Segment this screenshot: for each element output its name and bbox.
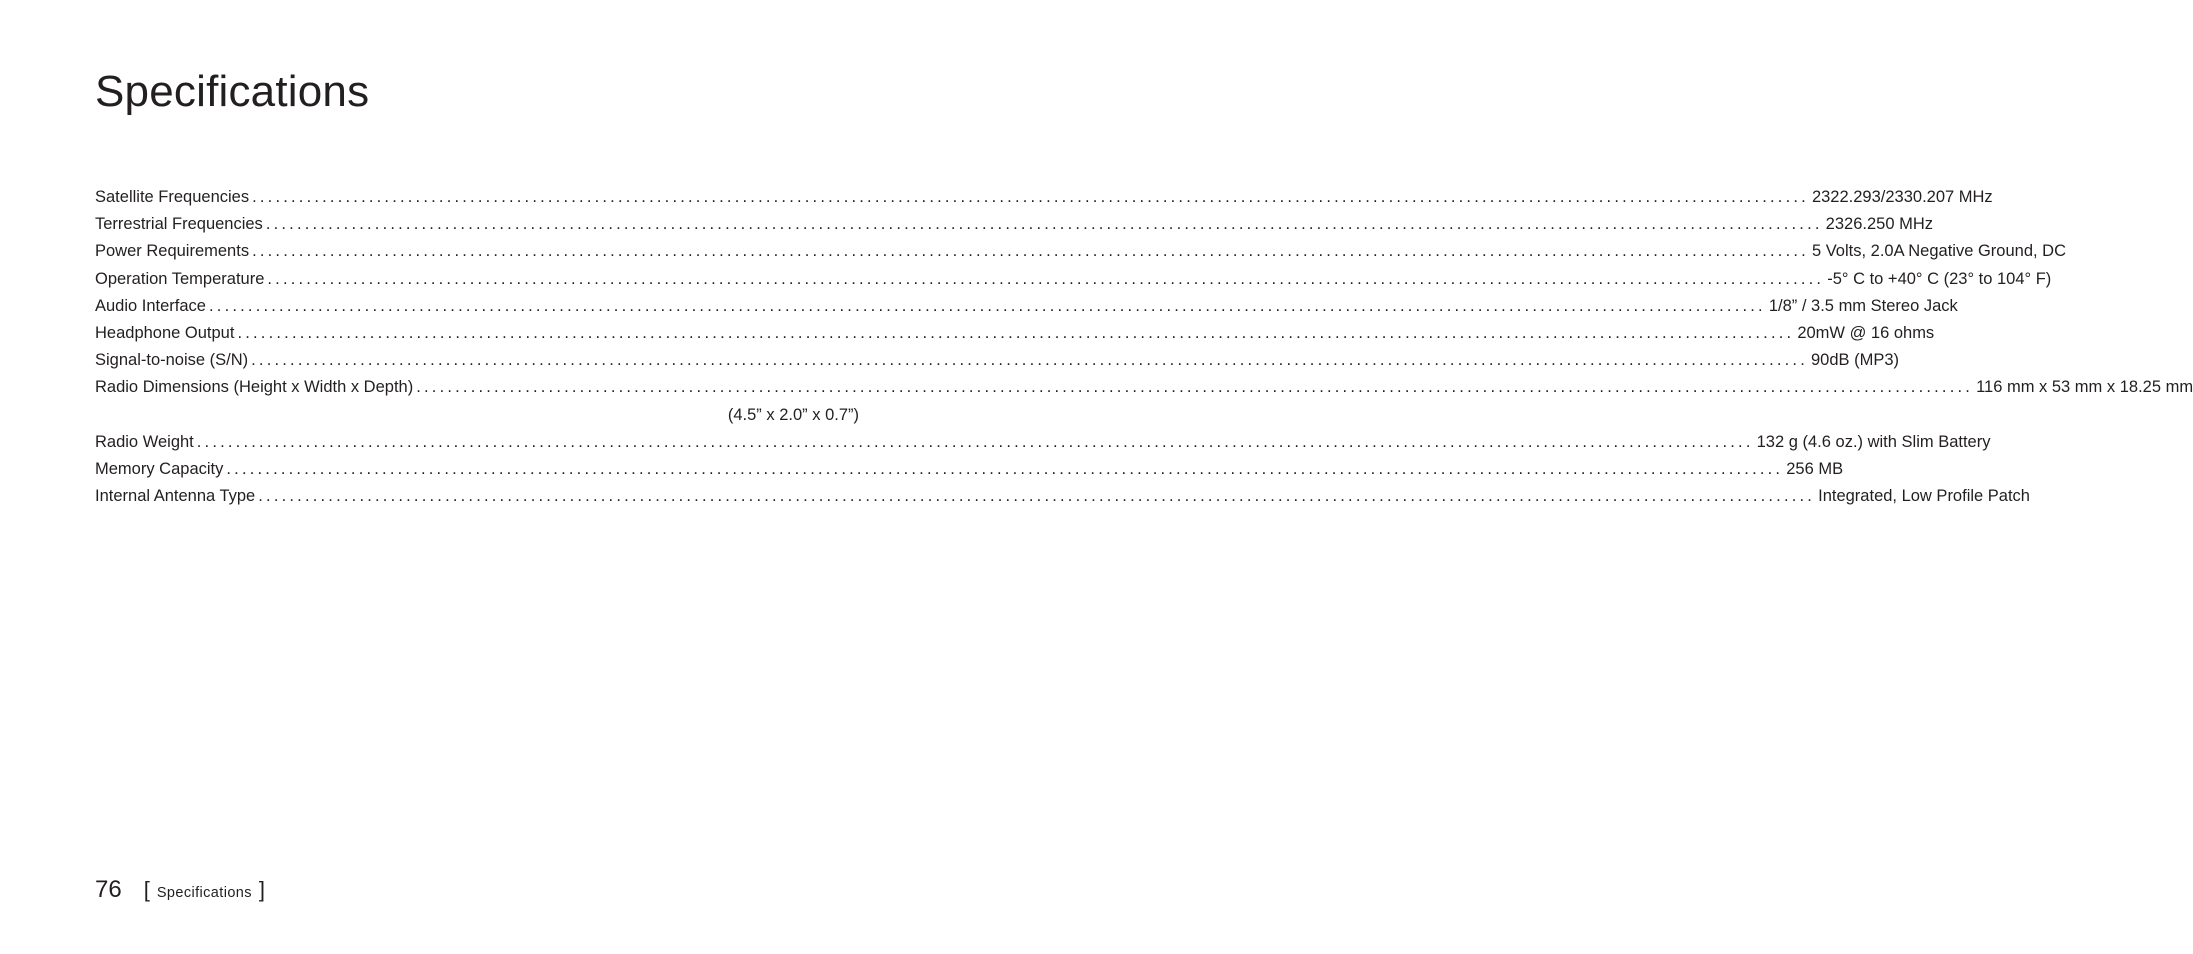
spec-list	[95, 184, 2193, 510]
spec-label: Audio Interface	[95, 296, 206, 315]
spec-label: Terrestrial Frequencies	[95, 215, 263, 234]
spec-value: 20mW @ 16 ohms	[1797, 323, 1935, 342]
spec-value: Integrated, Low Profile Patch	[1818, 487, 2030, 506]
spec-label: Radio Dimensions (Height x Width x Depth)	[95, 378, 414, 397]
dot-leader: ........................................................................................................................................................................................................	[226, 459, 1784, 478]
footer-open-bracket: [	[143, 877, 150, 902]
spec-row-operation-temperature	[95, 266, 2052, 293]
dot-leader: ........................................................................................................................................................................................................	[265, 215, 1823, 234]
dot-leader: ........................................................................................................................................................................................................	[258, 487, 1816, 506]
spec-label: Headphone Output	[95, 323, 235, 342]
dot-leader: ........................................................................................................................................................................................................	[416, 378, 1974, 397]
spec-value: 132 g (4.6 oz.) with Slim Battery	[1756, 432, 1991, 451]
dot-leader: ........................................................................................................................................................................................................	[196, 432, 1754, 451]
spec-label: Power Requirements	[95, 242, 250, 261]
spec-value: 2326.250 MHz	[1825, 215, 1933, 234]
spec-value: 1/8” / 3.5 mm Stereo Jack	[1768, 296, 1958, 315]
dot-leader: ........................................................................................................................................................................................................	[237, 323, 1795, 342]
page-title: Specifications	[95, 67, 370, 116]
spec-row-radio-dimensions	[95, 374, 2193, 401]
spec-row-satellite-frequencies	[95, 184, 1993, 211]
dot-leader: ........................................................................................................................................................................................................	[251, 351, 1808, 370]
spec-value: 90dB (MP3)	[1811, 351, 1900, 370]
spec-value: 5 Volts, 2.0A Negative Ground, DC	[1811, 242, 2066, 261]
spec-row-power-requirements	[95, 238, 2066, 265]
spec-row-audio-interface	[95, 293, 1958, 320]
spec-label: Memory Capacity	[95, 459, 224, 478]
spec-row-radio-weight	[95, 429, 1991, 456]
page-footer	[95, 876, 265, 904]
spec-label: Operation Temperature	[95, 269, 265, 288]
spec-value-continuation: (4.5” x 2.0” x 0.7”)	[727, 405, 859, 424]
spec-label: Internal Antenna Type	[95, 487, 256, 506]
footer-section-name: Specifications	[156, 885, 252, 901]
footer-close-bracket: ]	[258, 877, 266, 902]
page-number: 76	[95, 876, 122, 903]
spec-row-memory-capacity	[95, 456, 1844, 483]
spec-value: 116 mm x 53 mm x 18.25 mm	[1976, 378, 2193, 397]
spec-label: Signal-to-noise (S/N)	[95, 351, 249, 370]
spec-row-signal-to-noise	[95, 347, 1900, 374]
spec-value: 2322.293/2330.207 MHz	[1811, 188, 1993, 206]
spec-row-headphone-output	[95, 320, 1935, 347]
dot-leader: ........................................................................................................................................................................................................	[267, 269, 1825, 288]
dot-leader: ........................................................................................................................................................................................................	[252, 188, 1809, 206]
dot-leader: ........................................................................................................................................................................................................	[252, 242, 1809, 261]
dot-leader: ........................................................................................................................................................................................................	[209, 296, 1766, 315]
spec-label: Radio Weight	[95, 432, 194, 451]
spec-value: 256 MB	[1786, 459, 1844, 478]
spec-label: Satellite Frequencies	[95, 188, 250, 206]
spec-value: -5° C to +40° C (23° to 104° F)	[1827, 269, 2052, 288]
spec-row-terrestrial-frequencies	[95, 211, 1933, 238]
spec-row-internal-antenna-type	[95, 483, 2030, 510]
